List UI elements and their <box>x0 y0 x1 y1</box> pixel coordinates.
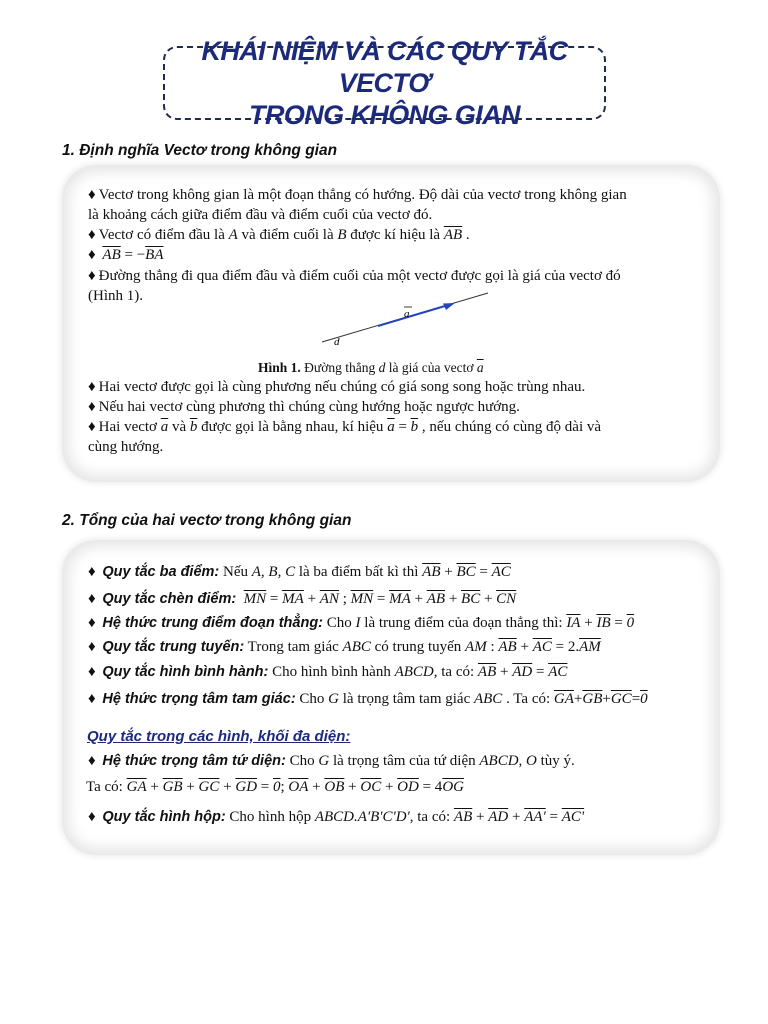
caption-vector-a: $\overline{a}$ <box>476 360 484 375</box>
r7-point-g: G <box>318 753 330 769</box>
bullet-diamond-icon: ♦ <box>88 664 96 680</box>
r4-text-a: Trong tam giác <box>244 639 343 655</box>
bullet-diamond-icon: ♦ <box>88 809 96 825</box>
r8-vector-ob: $\overline{OB}$ <box>324 779 345 795</box>
r3-vector-ia: $\overline{IA}$ <box>566 615 581 631</box>
s1-p3-vector-ba: $\overline{BA}$ <box>145 247 164 263</box>
s1-para2 <box>88 226 703 246</box>
bullet-diamond-icon: ♦ <box>88 419 96 435</box>
rule-label: Hệ thức trọng tâm tứ diện: <box>102 753 286 769</box>
bullet-diamond-icon: ♦ <box>88 268 96 284</box>
r4-vector-ac: $\overline{AC}$ <box>532 639 552 655</box>
label-d: d <box>334 336 340 347</box>
r9-vector-ac-prime: AC' <box>561 809 585 825</box>
s1-p2-text-a: Vectơ có điểm đầu là <box>98 227 229 243</box>
bullet-diamond-icon: ♦ <box>88 399 96 415</box>
r9-text-b: , ta có: <box>409 809 454 825</box>
r9-vector-ad: $\overline{AD}$ <box>488 809 509 825</box>
bullet-diamond-icon: ♦ <box>88 615 96 631</box>
r2-vector-ab: $\overline{AB}$ <box>426 591 446 607</box>
s1-p7-text-c: được gọi là bằng nhau, kí hiệu <box>197 419 388 435</box>
rule-insert-point <box>88 590 703 610</box>
figure-1-line-diagram <box>300 285 500 347</box>
title-line-1: KHÁI NIỆM VÀ CÁC QUY TẮC VECTƠ <box>201 36 568 98</box>
r5-parallelogram: ABCD <box>394 664 434 680</box>
r4-text-b: có trung tuyến <box>370 639 466 655</box>
rule-centroid-tetrahedron <box>88 752 703 772</box>
rule-parallelogram <box>88 663 703 683</box>
r3-vector-ib: $\overline{IB}$ <box>596 615 611 631</box>
label-a: a <box>404 308 410 320</box>
r1-vector-ac: $\overline{AC}$ <box>491 564 511 580</box>
r5-text-b: , ta có: <box>433 664 478 680</box>
r9-vector-aa-prime: AA' <box>524 809 546 825</box>
r8-vector-oc: $\overline{OC}$ <box>360 779 382 795</box>
r5-text-a: Cho hình bình hành <box>268 664 395 680</box>
rule-label: Quy tắc hình hộp: <box>102 809 226 825</box>
r8-text-a: Ta có: <box>86 779 127 795</box>
rule-label: Hệ thức trung điểm đoạn thẳng: <box>102 615 324 631</box>
s1-p3-vector-ab: $\overline{AB}$ <box>102 247 121 263</box>
s1-p7-eq-b: $\overline{b}$ <box>410 419 419 435</box>
vector-a-arrow <box>378 305 450 327</box>
caption-text-b: là giá của vectơ <box>385 360 477 375</box>
r4-vector-am: $\overline{AM}$ <box>579 639 601 655</box>
caption-d: d <box>378 360 386 375</box>
s1-p3-eq: = − <box>120 247 146 263</box>
r6-triangle: ABC <box>473 691 503 707</box>
r8-vector-od: $\overline{OD}$ <box>397 779 419 795</box>
section2-heading: 2. Tổng của hai vectơ trong không gian <box>62 512 352 529</box>
s1-p2-text-b: và điểm cuối là <box>237 227 338 243</box>
rule-label: Quy tắc ba điểm: <box>102 564 220 580</box>
rule-parallelepiped: ♦ Quy tắc hình hộp: Cho hình hộp ABCD.A'B'C'D', ta có: $\overline{AB} + \overline{AD} + AA' = AC'$ <box>88 809 585 825</box>
r2-vector-mn-2: $\overline{MN}$ <box>350 591 374 607</box>
tetrahedron-formulas: Ta có: $\overline{GA} + \overline{GB} + \overline{GC} + \overline{GD} = 0$; $\overline{OA} + \overline{OB} + \overline{OC} + \overline{OD} = 4\overline{OG}$ <box>86 779 464 795</box>
r1-vector-ab: $\overline{AB}$ <box>422 564 441 580</box>
r3-text-a: Cho <box>323 615 356 631</box>
r2-vector-bc: $\overline{BC}$ <box>461 591 481 607</box>
s1-para5 <box>88 378 703 398</box>
r8-zero-vector: 0 <box>273 779 281 795</box>
s1-para4-line1 <box>88 267 703 287</box>
rule-label: Hệ thức trọng tâm tam giác: <box>102 691 296 707</box>
s1-p2-point-b: B <box>337 227 347 243</box>
r7-text-c: , <box>518 753 527 769</box>
s1-p7-eq-a: $\overline{a}$ <box>387 419 395 435</box>
rule-median <box>88 638 703 658</box>
r7-text-b: là trọng tâm của tứ diện <box>329 753 480 769</box>
s1-p2-vector-ab: $\overline{AB}$ <box>443 227 463 243</box>
s1-p7-text-b: và <box>168 419 190 435</box>
bullet-diamond-icon: ♦ <box>88 639 96 655</box>
bullet-diamond-icon: ♦ <box>88 591 96 607</box>
caption-text-a: Đường thẳng <box>300 360 379 375</box>
s1-p2-text-c: được kí hiệu là <box>346 227 444 243</box>
r4-triangle: ABC <box>342 639 371 655</box>
r3-text-b: là trung điểm của đoạn thẳng thì: <box>360 615 567 631</box>
r9-vector-ab: $\overline{AB}$ <box>453 809 473 825</box>
s1-para4-line2: (Hình 1). <box>88 288 143 304</box>
s1-para7-line2: cùng hướng. <box>88 439 164 455</box>
r6-text-a: Cho <box>295 691 329 707</box>
r4-median: AM <box>465 639 487 655</box>
r1-text-a: Nếu <box>219 564 252 580</box>
s1-p5-text: Hai vectơ được gọi là cùng phương nếu chúng có giá song song hoặc trùng nhau. <box>98 379 586 395</box>
r3-point-i: I <box>355 615 361 631</box>
r6-vector-gc: $\overline{GC}$ <box>610 691 632 707</box>
r4-vector-ab: $\overline{AB}$ <box>498 639 517 655</box>
title-line-2: TRONG KHÔNG GIAN <box>249 100 520 130</box>
s1-p7-vector-a: $\overline{a}$ <box>160 419 169 435</box>
s1-p7-vector-b: $\overline{b}$ <box>189 419 198 435</box>
title-box <box>163 36 606 130</box>
eq: = <box>532 664 549 680</box>
s1-para6 <box>88 398 703 418</box>
eq: = <box>266 591 283 607</box>
r8-vector-ga: $\overline{GA}$ <box>126 779 147 795</box>
r1-points: A, B, C <box>251 564 296 580</box>
r4-text-c: : <box>486 639 499 655</box>
r6-zero-vector: 0 <box>640 691 648 707</box>
r5-vector-ab: $\overline{AB}$ <box>477 664 497 680</box>
r5-vector-ad: $\overline{AD}$ <box>512 664 533 680</box>
r7-text-d: tùy ý. <box>536 753 575 769</box>
polyhedra-subheading: Quy tắc trong các hình, khối đa diện: <box>87 728 351 745</box>
arrowhead-icon <box>443 303 455 310</box>
r8-vector-gb: $\overline{GB}$ <box>162 779 183 795</box>
r7-text-a: Cho <box>285 753 319 769</box>
r1-text-b: là ba điểm bất kì thì <box>295 564 423 580</box>
s1-para1-line1 <box>88 186 703 206</box>
bullet-diamond-icon: ♦ <box>88 691 96 707</box>
plus: + <box>445 591 462 607</box>
rule-label: Quy tắc hình bình hành: <box>102 664 269 680</box>
s1-p1-text: Vectơ trong không gian là một đoạn thẳng có hướng. Độ dài của vectơ trong không gian <box>98 187 627 203</box>
plus: + <box>440 564 457 580</box>
s1-p2-point-a: A <box>228 227 238 243</box>
bullet-diamond-icon: ♦ <box>88 753 96 769</box>
rule-three-points <box>88 563 703 583</box>
s1-p7-eq: = <box>394 419 411 435</box>
eq: = <box>475 564 492 580</box>
caption-bold: Hình 1. <box>258 360 301 375</box>
eq: = <box>610 615 627 631</box>
r6-point-g: G <box>328 691 340 707</box>
r8-vector-og: $\overline{OG}$ <box>442 779 464 795</box>
s1-para1-line2: là khoảng cách giữa điểm đầu và điểm cuối của vectơ đó. <box>88 207 433 223</box>
bullet-diamond-icon: ♦ <box>88 227 96 243</box>
r6-text-c: . Ta có: <box>502 691 554 707</box>
r2-vector-ma: $\overline{MA}$ <box>282 591 304 607</box>
r4-rhs: = 2. <box>551 639 580 655</box>
bullet-diamond-icon: ♦ <box>88 187 96 203</box>
s1-p7-text-d: , nếu chúng có cùng độ dài và <box>418 419 602 435</box>
r8-vector-oa: $\overline{OA}$ <box>288 779 309 795</box>
plus: + <box>496 664 513 680</box>
r8-rhs: = 4 <box>418 779 443 795</box>
rule-centroid-triangle: ♦ Hệ thức trọng tâm tam giác: Cho G là trọng tâm tam giác ABC . Ta có: $\overline{GA}+\overline{GB}+\overline{GC}=0$ <box>88 691 648 707</box>
r2-vector-an: $\overline{AN}$ <box>319 591 339 607</box>
rule-label: Quy tắc chèn điểm: <box>102 591 237 607</box>
r6-vector-gb: $\overline{GB}$ <box>582 691 603 707</box>
s1-p7-text-a: Hai vectơ <box>98 419 161 435</box>
r9-text-a: Cho hình hộp <box>225 809 315 825</box>
plus: + <box>410 591 427 607</box>
bullet-diamond-icon: ♦ <box>88 564 96 580</box>
plus: + <box>480 591 497 607</box>
r6-text-b: là trọng tâm tam giác <box>339 691 474 707</box>
r3-zero-vector: 0 <box>626 615 635 631</box>
rule-label: Quy tắc trung tuyến: <box>102 639 245 655</box>
s1-p4-text: Đường thẳng đi qua điểm đầu và điểm cuối của một vectơ được gọi là giá của vectơ đó <box>98 268 621 284</box>
r2-vector-mn: $\overline{MN}$ <box>243 591 267 607</box>
s1-para3 <box>88 246 703 266</box>
eq: = <box>373 591 390 607</box>
r8-vector-gd: $\overline{GD}$ <box>235 779 258 795</box>
r6-vector-ga: $\overline{GA}$ <box>553 691 574 707</box>
s1-p6-text: Nếu hai vectơ cùng phương thì chúng cùng hướng hoặc ngược hướng. <box>98 399 520 415</box>
r9-parallelepiped: ABCD.A'B'C'D' <box>314 809 410 825</box>
r7-tetrahedron: ABCD <box>479 753 519 769</box>
s1-para7 <box>88 418 703 438</box>
s1-p2-text-d: . <box>462 227 470 243</box>
section1-heading: 1. Định nghĩa Vectơ trong không gian <box>62 142 338 159</box>
rule-midpoint <box>88 614 703 634</box>
r5-vector-ac: $\overline{AC}$ <box>548 664 568 680</box>
plus: + <box>580 615 597 631</box>
r8-vector-gc: $\overline{GC}$ <box>198 779 220 795</box>
r8-sep: ; <box>280 779 289 795</box>
plus: + <box>303 591 320 607</box>
figure-1-caption <box>258 360 484 376</box>
r1-vector-bc: $\overline{BC}$ <box>456 564 476 580</box>
r2-vector-cn: $\overline{CN}$ <box>496 591 517 607</box>
plus: + <box>516 639 533 655</box>
bullet-diamond-icon: ♦ <box>88 247 96 263</box>
r2-vector-ma-2: $\overline{MA}$ <box>389 591 411 607</box>
sep: ; <box>338 591 351 607</box>
bullet-diamond-icon: ♦ <box>88 379 96 395</box>
r7-point-o: O <box>526 753 537 769</box>
